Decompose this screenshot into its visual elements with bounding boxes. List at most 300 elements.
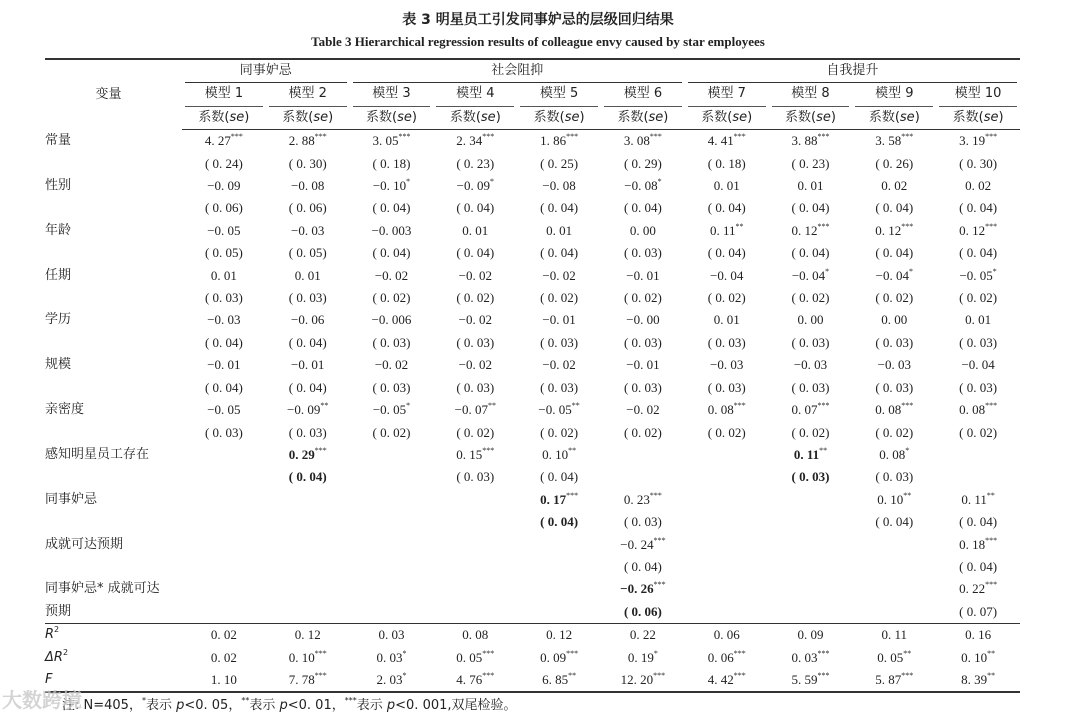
cell-value: 4. 27 xyxy=(204,133,231,149)
se-value: ( 0. 03) xyxy=(623,334,662,350)
significance-stars: *** xyxy=(653,535,666,545)
significance-stars: * xyxy=(992,266,997,276)
se-cell xyxy=(433,466,517,488)
variable-name-cont xyxy=(45,242,182,264)
cell-value: 4. 41 xyxy=(707,133,734,149)
coefficient-cell xyxy=(517,130,601,153)
significance-stars: * xyxy=(402,648,407,658)
se-cell xyxy=(936,377,1020,399)
coefficient-cell xyxy=(433,220,517,242)
se-value: ( 0. 04) xyxy=(623,200,662,216)
stat-cell xyxy=(182,624,266,647)
cell-value: −0. 003 xyxy=(371,222,412,238)
se-cell xyxy=(601,377,685,399)
coefficient-cell xyxy=(266,354,350,376)
cell-value: −0. 03 xyxy=(207,312,241,328)
coef-close: ) xyxy=(495,109,501,125)
significance-stars: *** xyxy=(733,670,746,680)
significance-stars: *** xyxy=(901,132,914,142)
se-value: ( 0. 26) xyxy=(875,155,914,171)
significance-stars: *** xyxy=(482,670,495,680)
model-header xyxy=(601,83,685,106)
stat-cell xyxy=(350,624,434,647)
cell-value: 0. 02 xyxy=(965,178,992,194)
cell-value: −0. 04 xyxy=(961,357,995,373)
coefficient-cell xyxy=(182,534,266,556)
se-cell xyxy=(433,556,517,578)
model-label: 模型 5 xyxy=(520,83,598,106)
table-row-se xyxy=(45,511,1020,533)
se-cell xyxy=(601,422,685,444)
se-value: ( 0. 03) xyxy=(204,424,243,440)
significance-stars: *** xyxy=(901,670,914,680)
coefficient-cell xyxy=(769,578,853,600)
cell-value: −0. 01 xyxy=(291,357,325,373)
significance-stars: *** xyxy=(566,490,579,500)
group-label: 同事妒忌 xyxy=(185,60,347,83)
se-value: ( 0. 03) xyxy=(372,334,411,350)
stat-row xyxy=(45,624,1020,647)
coefficient-cell xyxy=(182,309,266,331)
se-cell xyxy=(936,422,1020,444)
significance-stars: ** xyxy=(987,648,996,658)
stat-cell xyxy=(266,624,350,647)
coefficient-cell xyxy=(769,489,853,511)
se-value: ( 0. 04) xyxy=(288,334,327,350)
coefficient-cell xyxy=(433,130,517,153)
se-label: se xyxy=(564,109,580,125)
se-value: ( 0. 04) xyxy=(959,558,998,574)
se-value: ( 0. 03) xyxy=(707,379,746,395)
cell-value: −0. 09 xyxy=(207,178,241,194)
se-cell xyxy=(936,511,1020,533)
cell-value: −0. 08 xyxy=(291,178,325,194)
se-cell xyxy=(517,556,601,578)
stat-cell xyxy=(182,647,266,669)
se-value: ( 0. 04) xyxy=(707,200,746,216)
model-header xyxy=(266,83,350,106)
table-note xyxy=(62,694,517,713)
se-value: ( 0. 18) xyxy=(372,155,411,171)
cell-value: 3. 08 xyxy=(623,133,650,149)
cell-value: −0. 02 xyxy=(542,267,576,283)
model-label: 模型 1 xyxy=(185,83,263,106)
se-value: ( 0. 03) xyxy=(875,379,914,395)
cell-value: 0. 09 xyxy=(540,649,567,665)
cell-value: −0. 04 xyxy=(791,267,826,283)
coefficient-cell xyxy=(433,265,517,287)
se-value: ( 0. 03) xyxy=(791,334,830,350)
se-value: ( 0. 02) xyxy=(791,424,830,440)
se-value: ( 0. 05) xyxy=(204,245,243,261)
cell-value: 0. 10 xyxy=(542,446,569,462)
se-value: ( 0. 02) xyxy=(456,424,495,440)
coefficient-cell xyxy=(266,309,350,331)
variable-name: 性别 xyxy=(45,178,72,194)
coefficient-cell xyxy=(350,220,434,242)
note-star: * xyxy=(141,696,146,705)
stat-cell xyxy=(517,669,601,692)
cell-value: 6. 85 xyxy=(542,671,569,687)
se-cell xyxy=(433,511,517,533)
model-header xyxy=(685,83,769,106)
coefficient-cell xyxy=(517,354,601,376)
se-cell xyxy=(350,377,434,399)
cell-value: 0. 12 xyxy=(791,222,818,238)
se-cell xyxy=(936,332,1020,354)
watermark-logo: 大数跨境 xyxy=(2,688,82,712)
se-value: ( 0. 02) xyxy=(959,424,998,440)
se-cell xyxy=(852,197,936,219)
coef-label: 系数( xyxy=(785,109,817,125)
coefficient-cell xyxy=(517,578,601,600)
coef-label: 系数( xyxy=(868,109,900,125)
se-cell xyxy=(182,287,266,309)
se-cell xyxy=(601,242,685,264)
cell-value: −0. 02 xyxy=(542,357,576,373)
se-value: ( 0. 02) xyxy=(707,290,746,306)
se-cell xyxy=(433,422,517,444)
coefficient-cell xyxy=(601,489,685,511)
note-text: <0. 001,双尾检验。 xyxy=(395,698,517,713)
se-cell xyxy=(266,466,350,488)
se-cell xyxy=(936,287,1020,309)
cell-value: 0. 05 xyxy=(877,649,904,665)
note-p: p xyxy=(279,698,288,713)
se-value: ( 0. 03) xyxy=(875,334,914,350)
cell-value: 0. 01 xyxy=(462,222,489,238)
cell-value: −0. 09 xyxy=(456,178,490,194)
se-cell xyxy=(517,287,601,309)
stat-row xyxy=(45,669,1020,692)
coefficient-cell xyxy=(350,489,434,511)
model-label: 模型 8 xyxy=(772,83,850,106)
coefficient-cell xyxy=(266,130,350,153)
cell-value: −0. 02 xyxy=(458,267,492,283)
se-cell xyxy=(266,332,350,354)
cell-value: 0. 11 xyxy=(881,627,908,643)
coefficient-cell xyxy=(182,175,266,197)
coef-se-header xyxy=(936,107,1020,130)
coefficient-cell xyxy=(601,534,685,556)
se-cell xyxy=(433,287,517,309)
cell-value: 0. 22 xyxy=(959,581,986,597)
cell-value: 0. 22 xyxy=(629,627,656,643)
cell-value: 0. 12 xyxy=(875,222,902,238)
se-cell xyxy=(769,242,853,264)
table-row xyxy=(45,130,1020,153)
coefficient-cell xyxy=(517,534,601,556)
stat-cell xyxy=(685,669,769,692)
group-label: 社会阻抑 xyxy=(353,60,682,83)
significance-stars: *** xyxy=(985,535,998,545)
se-label: se xyxy=(816,109,831,125)
coef-se-header xyxy=(685,107,769,130)
coefficient-cell xyxy=(601,399,685,421)
table-row xyxy=(45,399,1020,421)
table-row xyxy=(45,265,1020,287)
coef-close: ) xyxy=(998,109,1004,125)
cell-value: 1. 10 xyxy=(210,671,237,687)
coefficient-cell xyxy=(517,175,601,197)
cell-value: −0. 05 xyxy=(207,222,241,238)
significance-stars: ** xyxy=(320,401,329,411)
stat-cell xyxy=(517,647,601,669)
cell-value: −0. 26 xyxy=(620,581,654,597)
stat-cell xyxy=(433,647,517,669)
stat-cell xyxy=(266,669,350,692)
cell-value: 3. 05 xyxy=(372,133,399,149)
se-label: se xyxy=(983,109,999,125)
stat-cell xyxy=(601,647,685,669)
se-cell xyxy=(266,422,350,444)
cell-value: 0. 01 xyxy=(294,267,321,283)
se-value: ( 0. 04) xyxy=(791,200,830,216)
cell-value: 0. 11 xyxy=(793,446,820,462)
stat-cell xyxy=(769,624,853,647)
coefficient-cell xyxy=(852,444,936,466)
se-cell xyxy=(182,153,266,175)
significance-stars: *** xyxy=(314,445,327,455)
stat-name: ΔR xyxy=(45,649,63,665)
se-cell xyxy=(769,153,853,175)
coefficient-cell xyxy=(852,130,936,153)
variable-name: 同事妒忌* 成就可达 xyxy=(45,581,160,597)
variable-name-cont xyxy=(45,466,182,488)
se-value: ( 0. 04) xyxy=(959,200,998,216)
significance-stars: * xyxy=(908,266,913,276)
coef-label: 系数( xyxy=(366,109,398,125)
se-value: ( 0. 04) xyxy=(540,469,579,485)
se-value: ( 0. 03) xyxy=(456,469,495,485)
se-value: ( 0. 06) xyxy=(288,200,327,216)
coef-se-header xyxy=(852,107,936,130)
coefficient-cell xyxy=(685,444,769,466)
table-row xyxy=(45,309,1020,331)
coef-se-header xyxy=(601,107,685,130)
cell-value: −0. 03 xyxy=(793,357,828,373)
se-value: ( 0. 04) xyxy=(540,200,579,216)
cell-value: −0. 10 xyxy=(372,178,407,194)
se-cell xyxy=(769,332,853,354)
cell-value: 3. 88 xyxy=(791,133,818,149)
se-value: ( 0. 02) xyxy=(959,290,998,306)
se-value: ( 0. 03) xyxy=(456,334,495,350)
coefficient-cell xyxy=(936,489,1020,511)
coefficient-cell xyxy=(685,220,769,242)
cell-value: −0. 08 xyxy=(542,178,576,194)
cell-value: −0. 01 xyxy=(626,267,660,283)
variable-header: 变量 xyxy=(45,59,182,130)
cell-value: 0. 06 xyxy=(713,627,740,643)
note-n: 注: N=405， xyxy=(62,698,142,713)
significance-stars: *** xyxy=(649,132,662,142)
se-cell xyxy=(266,197,350,219)
coefficient-cell xyxy=(182,399,266,421)
significance-stars: *** xyxy=(817,648,830,658)
regression-table xyxy=(45,58,1020,693)
coefficient-cell xyxy=(685,578,769,600)
coefficient-cell xyxy=(350,309,434,331)
variable-name-cont xyxy=(45,153,182,175)
se-cell xyxy=(852,422,936,444)
coef-se-header xyxy=(350,107,434,130)
table-row xyxy=(45,444,1020,466)
table-row-se xyxy=(45,556,1020,578)
cell-value: 0. 02 xyxy=(210,627,237,643)
variable-name-cont xyxy=(45,197,182,219)
variable-name-cont xyxy=(45,377,182,399)
cell-value: 0. 08 xyxy=(707,402,734,418)
cell-value: 0. 16 xyxy=(965,627,992,643)
coefficient-cell xyxy=(685,399,769,421)
model-label: 模型 10 xyxy=(939,83,1017,106)
table-row-se xyxy=(45,422,1020,444)
cell-value: 0. 01 xyxy=(713,178,740,194)
coefficient-cell xyxy=(433,399,517,421)
coefficient-cell xyxy=(182,220,266,242)
stat-cell xyxy=(350,647,434,669)
table-row-se xyxy=(45,242,1020,264)
coefficient-cell xyxy=(350,265,434,287)
coef-label: 系数( xyxy=(617,109,649,125)
table-row-se xyxy=(45,466,1020,488)
se-cell xyxy=(852,332,936,354)
coefficient-cell xyxy=(517,444,601,466)
variable-name-cont: 预期 xyxy=(45,603,72,619)
se-value: ( 0. 04) xyxy=(623,558,662,574)
stat-cell xyxy=(350,669,434,692)
table-title-en: Table 3 Hierarchical regression results of colleague envy caused by star employees xyxy=(311,34,765,49)
significance-stars: *** xyxy=(985,132,998,142)
cell-value: 0. 15 xyxy=(456,446,483,462)
coefficient-cell xyxy=(266,220,350,242)
coefficient-cell xyxy=(601,220,685,242)
coef-close: ) xyxy=(914,109,920,125)
significance-stars: ** xyxy=(903,490,912,500)
variable-name-cont xyxy=(45,511,182,533)
se-cell xyxy=(350,466,434,488)
stat-row xyxy=(45,647,1020,669)
se-value: ( 0. 04) xyxy=(204,334,243,350)
significance-stars: * xyxy=(406,177,411,187)
cell-value: 0. 00 xyxy=(797,312,824,328)
significance-stars: ** xyxy=(903,648,912,658)
coef-label: 系数( xyxy=(198,109,230,125)
cell-value: 0. 23 xyxy=(623,491,650,507)
cell-value: 0. 12 xyxy=(959,222,986,238)
coefficient-cell xyxy=(182,354,266,376)
note-text: 表示 xyxy=(249,698,280,713)
se-cell xyxy=(182,511,266,533)
coefficient-cell xyxy=(685,489,769,511)
stat-cell xyxy=(936,647,1020,669)
significance-stars: * xyxy=(653,648,658,658)
variable-name: 成就可达预期 xyxy=(45,536,124,552)
coef-close: ) xyxy=(747,109,753,125)
se-cell xyxy=(182,556,266,578)
cell-value: −0. 09 xyxy=(287,402,321,418)
se-value: ( 0. 04) xyxy=(288,379,327,395)
se-value: ( 0. 03) xyxy=(623,379,662,395)
cell-value: 0. 02 xyxy=(881,178,908,194)
se-cell xyxy=(936,556,1020,578)
stat-cell xyxy=(601,624,685,647)
se-cell xyxy=(517,332,601,354)
coef-close: ) xyxy=(328,109,334,125)
se-value: ( 0. 07) xyxy=(959,603,998,619)
group-header xyxy=(350,59,685,83)
se-value: ( 0. 05) xyxy=(288,245,327,261)
se-value: ( 0. 04) xyxy=(707,245,746,261)
cell-value: 0. 00 xyxy=(881,312,908,328)
significance-stars: *** xyxy=(398,132,411,142)
coefficient-cell xyxy=(433,354,517,376)
coefficient-cell xyxy=(433,534,517,556)
se-cell xyxy=(517,377,601,399)
cell-value: −0. 02 xyxy=(374,267,409,283)
variable-name: 学历 xyxy=(45,312,72,328)
stat-cell xyxy=(936,669,1020,692)
se-cell xyxy=(685,242,769,264)
variable-name-cont xyxy=(45,287,182,309)
se-cell xyxy=(266,153,350,175)
coefficient-cell xyxy=(769,175,853,197)
significance-stars: ** xyxy=(568,445,577,455)
cell-value: 0. 05 xyxy=(456,649,483,665)
variable-name: 同事妒忌 xyxy=(45,491,98,507)
note-text: <0. 01， xyxy=(287,698,345,713)
coefficient-cell xyxy=(517,220,601,242)
se-cell xyxy=(350,197,434,219)
group-header-row xyxy=(45,59,1020,83)
coefficient-cell xyxy=(266,578,350,600)
cell-value: 0. 01 xyxy=(797,178,824,194)
se-value: ( 0. 04) xyxy=(456,245,495,261)
variable-name: 常量 xyxy=(45,132,72,148)
se-cell xyxy=(685,197,769,219)
table-row xyxy=(45,534,1020,556)
stat-cell xyxy=(433,624,517,647)
coefficient-cell xyxy=(517,309,601,331)
model-header xyxy=(433,83,517,106)
se-cell xyxy=(350,601,434,624)
significance-stars: *** xyxy=(817,132,830,142)
coefficient-cell xyxy=(601,444,685,466)
se-cell xyxy=(182,242,266,264)
coefficient-cell xyxy=(517,399,601,421)
coef-close: ) xyxy=(244,109,250,125)
significance-stars: * xyxy=(489,177,494,187)
significance-stars: *** xyxy=(566,648,579,658)
variable-name: 规模 xyxy=(45,357,72,373)
cell-value: 2. 34 xyxy=(456,133,483,149)
coefficient-cell xyxy=(182,444,266,466)
se-cell xyxy=(182,377,266,399)
se-cell xyxy=(769,466,853,488)
cell-value: 0. 00 xyxy=(629,222,656,238)
cell-value: −0. 03 xyxy=(291,222,325,238)
se-value: ( 0. 30) xyxy=(959,155,998,171)
se-value: ( 0. 02) xyxy=(540,290,579,306)
stat-sup: 2 xyxy=(54,625,60,635)
coefficient-cell xyxy=(350,444,434,466)
coefficient-cell xyxy=(433,578,517,600)
cell-value: −0. 03 xyxy=(877,357,911,373)
se-cell xyxy=(936,466,1020,488)
se-cell xyxy=(936,153,1020,175)
stat-sup: 2 xyxy=(62,647,69,657)
